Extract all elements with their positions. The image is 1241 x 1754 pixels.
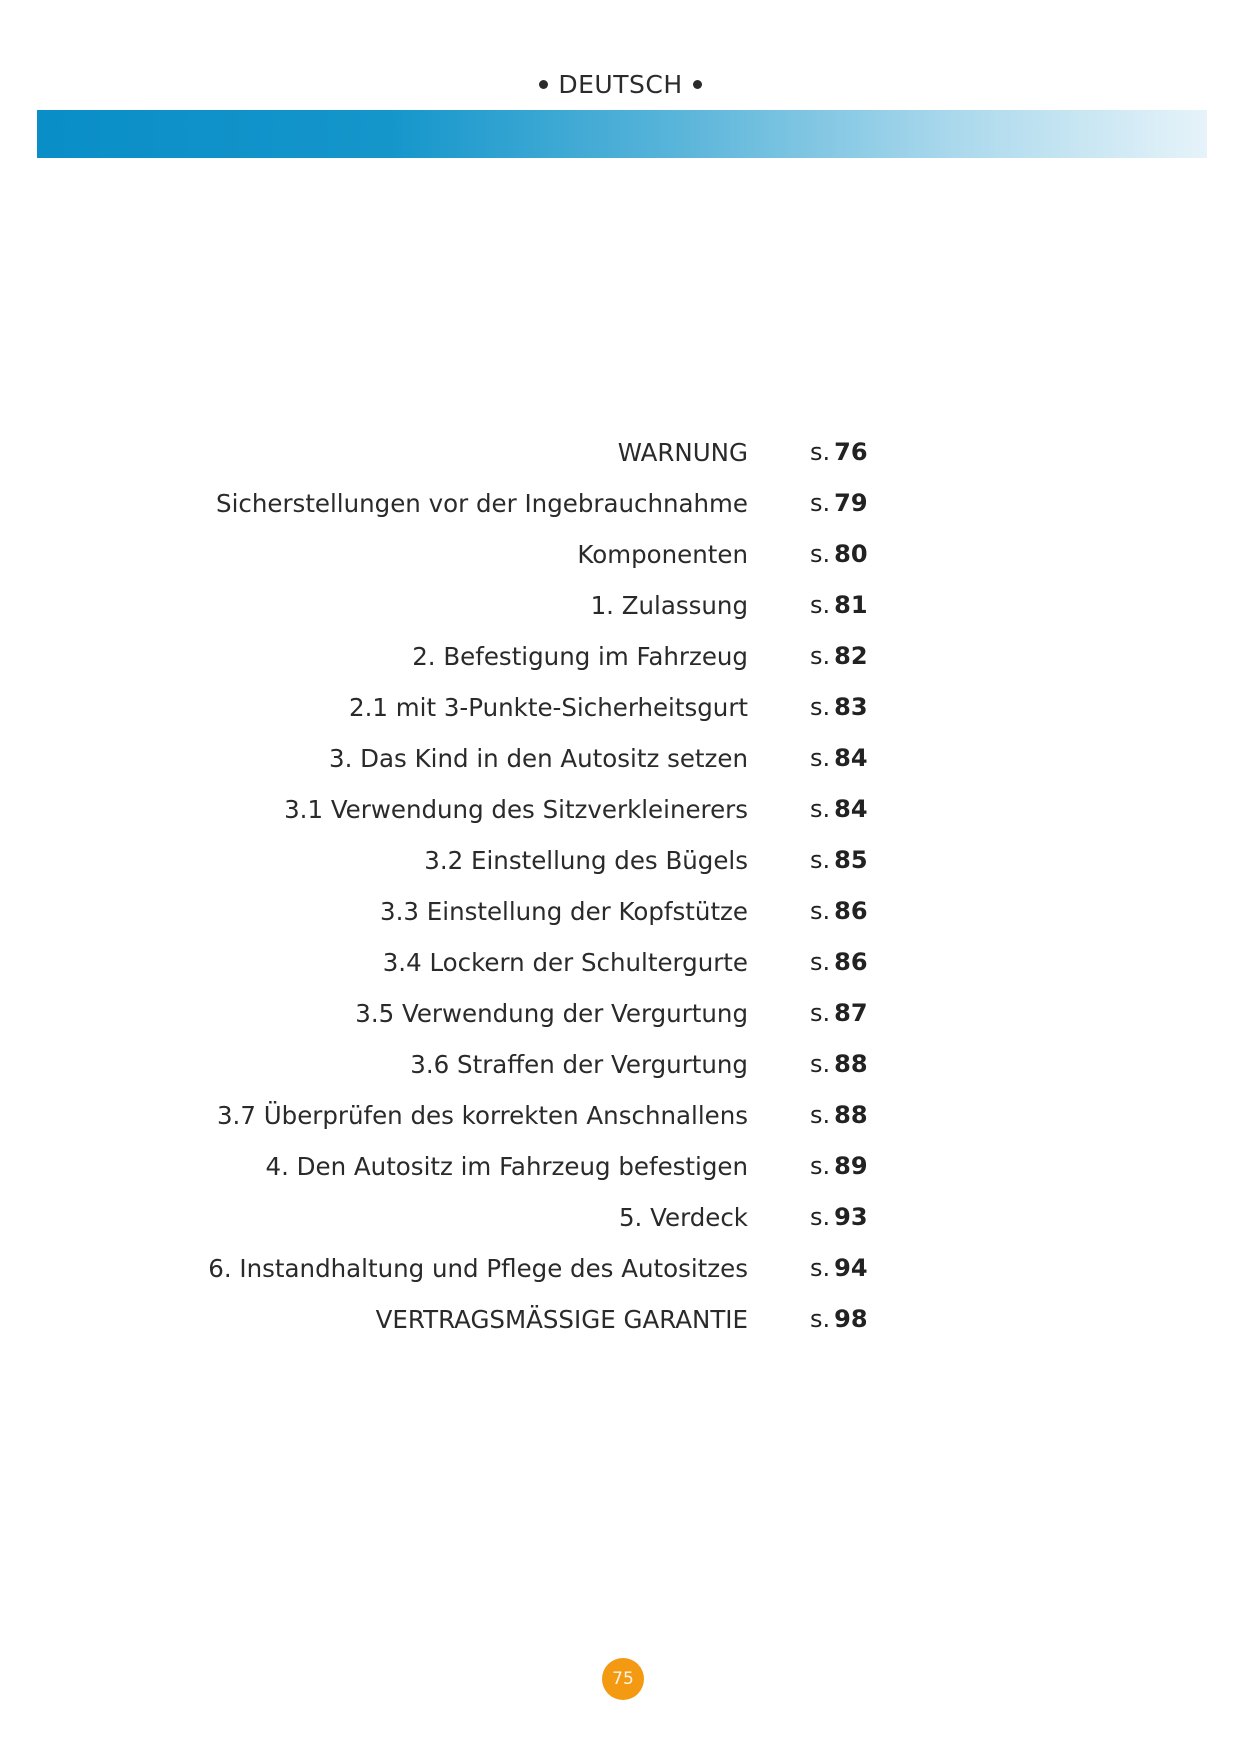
page-number: 94 <box>834 1254 868 1282</box>
toc-entry-title: VERTRAGSMÄSSIGE GARANTIE <box>375 1305 748 1334</box>
page-prefix: s. <box>810 1254 831 1282</box>
toc-entry-page <box>810 948 868 976</box>
page-number: 88 <box>834 1101 868 1129</box>
toc-entry-page <box>810 1305 868 1333</box>
toc-entry-title: 3.5 Verwendung der Vergurtung <box>355 999 748 1028</box>
toc-entry-page <box>810 438 868 466</box>
page-number: 87 <box>834 999 868 1027</box>
toc-entry-page <box>810 489 868 517</box>
toc-entry-title: 3.1 Verwendung des Sitzverkleinerers <box>284 795 748 824</box>
toc-entry[interactable] <box>0 1101 1241 1141</box>
page-prefix: s. <box>810 1305 831 1333</box>
toc-entry-title: 3.6 Straffen der Vergurtung <box>410 1050 748 1079</box>
toc-entry-title: 4. Den Autositz im Fahrzeug befestigen <box>265 1152 748 1181</box>
toc-entry-page <box>810 693 868 721</box>
toc-entry-title: 6. Instandhaltung und Pflege des Autositzes <box>208 1254 748 1283</box>
page-number-badge: 75 <box>602 1658 644 1700</box>
page-number: 85 <box>834 846 868 874</box>
page-prefix: s. <box>810 1050 831 1078</box>
toc-entry-page <box>810 1254 868 1282</box>
toc-entry-page <box>810 795 868 823</box>
toc-entry[interactable] <box>0 1152 1241 1192</box>
page-number: 83 <box>834 693 868 721</box>
toc-entry[interactable] <box>0 744 1241 784</box>
toc-entry-page <box>810 642 868 670</box>
toc-entry-title: Sicherstellungen vor der Ingebrauchnahme <box>216 489 748 518</box>
page-number: 88 <box>834 1050 868 1078</box>
toc-entry[interactable] <box>0 1203 1241 1243</box>
page-number: 84 <box>834 744 868 772</box>
page-prefix: s. <box>810 438 831 466</box>
page-prefix: s. <box>810 795 831 823</box>
page-number: 89 <box>834 1152 868 1180</box>
page-prefix: s. <box>810 642 831 670</box>
page-prefix: s. <box>810 846 831 874</box>
toc-entry[interactable] <box>0 897 1241 937</box>
toc-entry-title: 3.2 Einstellung des Bügels <box>424 846 748 875</box>
toc-entry[interactable] <box>0 438 1241 478</box>
toc-entry-title: 1. Zulassung <box>590 591 748 620</box>
page-number: 81 <box>834 591 868 619</box>
toc-entry-page <box>810 1101 868 1129</box>
page-number: 86 <box>834 948 868 976</box>
page-number: 98 <box>834 1305 868 1333</box>
toc-entry-title: WARNUNG <box>617 438 748 467</box>
page-prefix: s. <box>810 693 831 721</box>
toc-entry[interactable] <box>0 693 1241 733</box>
page-prefix: s. <box>810 1203 831 1231</box>
toc-entry-page <box>810 999 868 1027</box>
page-number: 82 <box>834 642 868 670</box>
page-number: 76 <box>834 438 868 466</box>
toc-entry-title: Komponenten <box>577 540 748 569</box>
toc-entry[interactable] <box>0 1305 1241 1345</box>
toc-entry-title: 2. Befestigung im Fahrzeug <box>412 642 748 671</box>
toc-entry[interactable] <box>0 846 1241 886</box>
toc-entry-title: 3. Das Kind in den Autositz setzen <box>328 744 748 773</box>
page-prefix: s. <box>810 540 831 568</box>
toc-entry-page <box>810 540 868 568</box>
page-number: 86 <box>834 897 868 925</box>
page-number: 79 <box>834 489 868 517</box>
toc-entry[interactable] <box>0 1050 1241 1090</box>
page-prefix: s. <box>810 1152 831 1180</box>
toc-entry-page <box>810 744 868 772</box>
toc-entry[interactable] <box>0 948 1241 988</box>
toc-entry-title: 3.7 Überprüfen des korrekten Anschnallens <box>216 1101 748 1130</box>
toc-entry-title: 5. Verdeck <box>618 1203 748 1232</box>
toc-entry-title: 3.4 Lockern der Schultergurte <box>382 948 748 977</box>
page-prefix: s. <box>810 591 831 619</box>
page-prefix: s. <box>810 744 831 772</box>
toc-entry-title: 2.1 mit 3-Punkte-Sicherheitsgurt <box>349 693 748 722</box>
toc-entry-page <box>810 591 868 619</box>
page-prefix: s. <box>810 999 831 1027</box>
page-prefix: s. <box>810 948 831 976</box>
toc-entry[interactable] <box>0 489 1241 529</box>
toc-entry[interactable] <box>0 591 1241 631</box>
section-title: DEUTSCH <box>558 70 683 99</box>
toc-entry-page <box>810 1050 868 1078</box>
toc-entry-page <box>810 846 868 874</box>
toc-entry-title: 3.3 Einstellung der Kopfstütze <box>380 897 748 926</box>
toc-entry-page <box>810 1152 868 1180</box>
toc-entry[interactable] <box>0 540 1241 580</box>
page-prefix: s. <box>810 897 831 925</box>
toc-entry-page <box>810 1203 868 1231</box>
toc-entry[interactable] <box>0 1254 1241 1294</box>
toc-entry[interactable] <box>0 999 1241 1039</box>
toc-entry-page <box>810 897 868 925</box>
page-prefix: s. <box>810 1101 831 1129</box>
page-number: 93 <box>834 1203 868 1231</box>
page-prefix: s. <box>810 489 831 517</box>
toc-entry[interactable] <box>0 642 1241 682</box>
page-number: 80 <box>834 540 868 568</box>
toc-entry[interactable] <box>0 795 1241 835</box>
page-number: 84 <box>834 795 868 823</box>
